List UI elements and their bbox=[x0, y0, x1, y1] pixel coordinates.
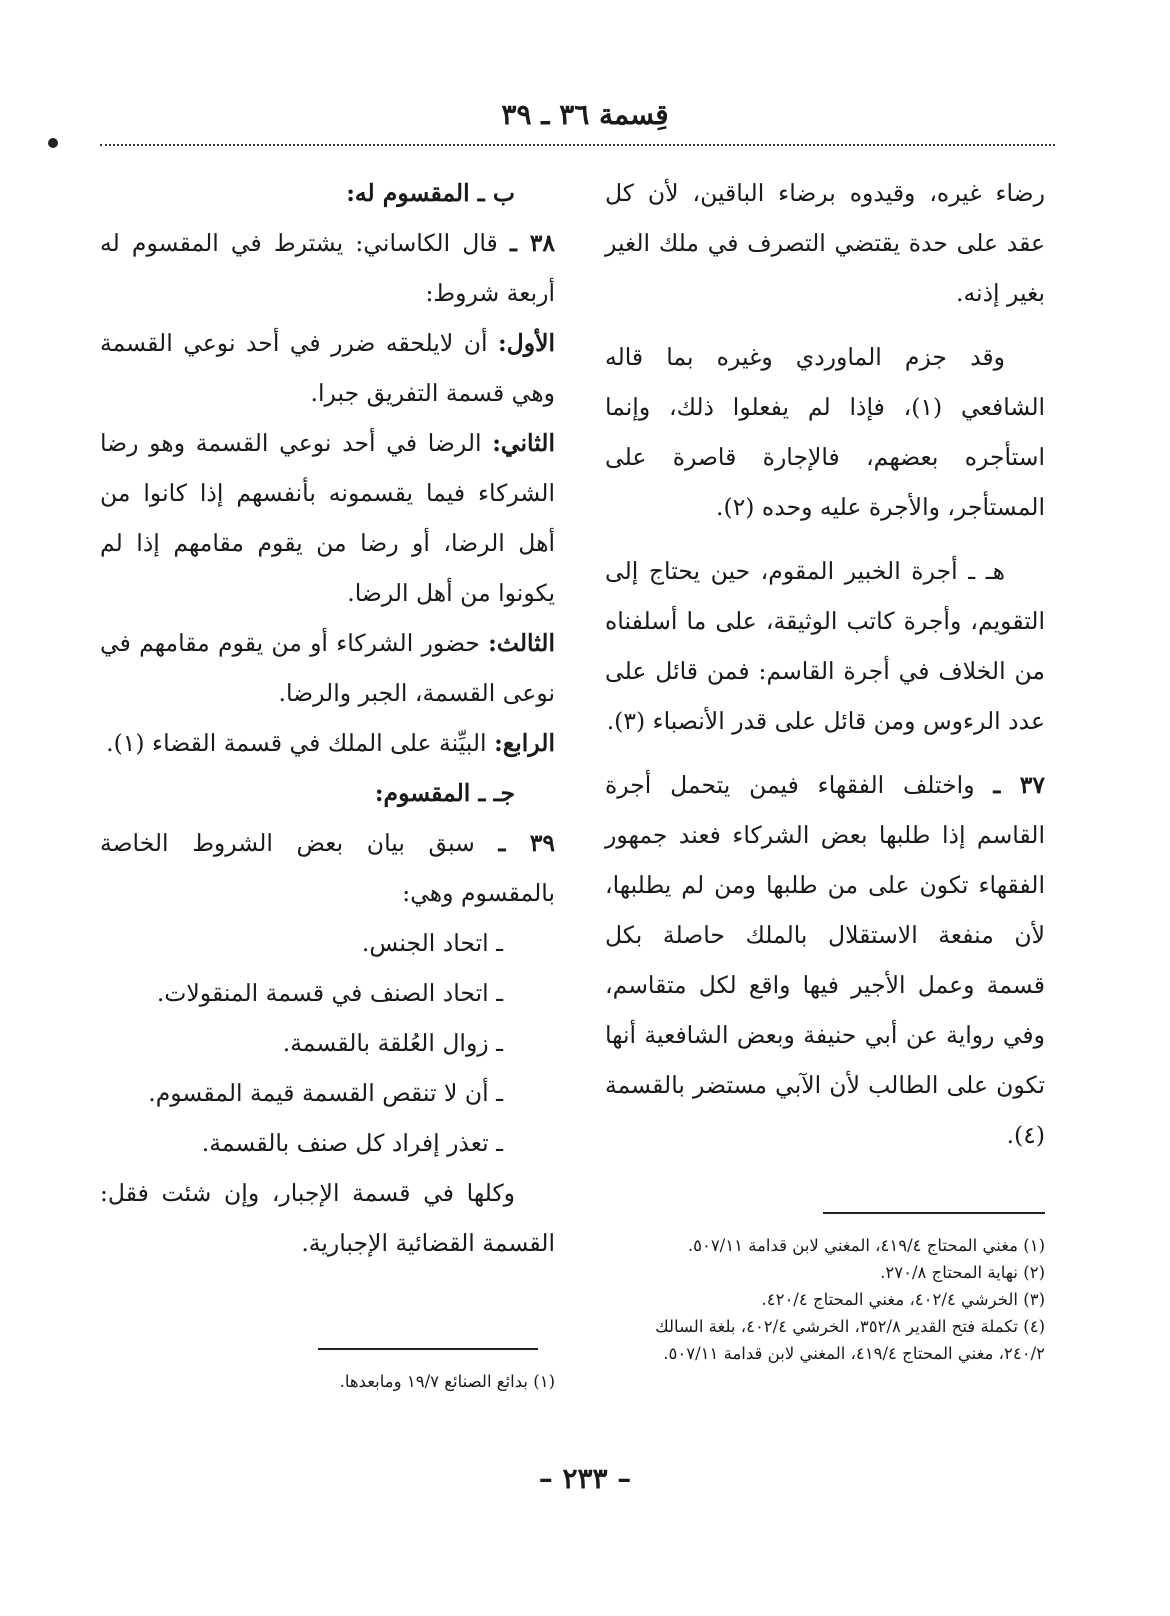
left-column bbox=[100, 168, 555, 1268]
footnote: (٣) الخرشي ٤٠٢/٤، مغني المحتاج ٤٢٠/٤. bbox=[761, 1290, 1045, 1309]
condition-text: أن لايلحقه ضرر في أحد نوعي القسمة وهي قسمة التفريق جبرا. bbox=[100, 329, 555, 407]
page-number: – ٢٣٣ – bbox=[538, 1462, 632, 1495]
paragraph-number: ٣٨ ـ bbox=[509, 229, 555, 257]
condition-label: الرابع: bbox=[494, 729, 555, 757]
paragraph-37 bbox=[605, 760, 1045, 1160]
condition-text: حضور الشركاء أو من يقوم مقامهم في نوعى القسمة، الجبر والرضا. bbox=[100, 629, 555, 707]
paragraph-expert-fee: هـ ـ أجرة الخبير المقوم، حين يحتاج إلى التقويم، وأجرة كاتب الوثيقة، على ما أسلفناه من الخلاف في أجرة القاسم: فمن قائل على عدد الرءوس ومن قائل على قدر الأنصباء (٣). bbox=[605, 557, 1045, 735]
section-heading-c: جـ ـ المقسوم: bbox=[374, 779, 515, 807]
header-dotted-rule bbox=[100, 144, 1055, 146]
condition-label: الثالث: bbox=[488, 629, 555, 657]
condition-label: الأول: bbox=[497, 329, 555, 357]
right-footnotes bbox=[605, 1232, 1045, 1367]
footnote-rule bbox=[823, 1212, 1045, 1214]
running-head: قِسمة ٣٦ ـ ٣٩ bbox=[501, 98, 669, 131]
paragraph-text: واختلف الفقهاء فيمن يتحمل أجرة القاسم إذا طلبها بعض الشركاء فعند جمهور الفقهاء تكون على من طلبها ومن لم يطلبها، لأن منفعة الاستقلال بالملك حاصلة بكل قسمة وعمل الأجير فيها واقع لكل متقاسم، وفي رواية عن أبي حنيفة وبعض الشافعية أنها تكون على الطالب لأن الآبي مستضر بالقسمة (٤). bbox=[605, 771, 1045, 1149]
footnote: (١) بدائع الصنائع ١٩/٧ ومابعدها. bbox=[339, 1372, 555, 1391]
footnote: (١) مغني المحتاج ٤١٩/٤، المغني لابن قدامة ٥٠٧/١١. bbox=[687, 1236, 1045, 1255]
list-item: ـ زوال العُلقة بالقسمة. bbox=[282, 1029, 503, 1057]
margin-dot bbox=[48, 138, 58, 148]
paragraph-number: ٣٧ ـ bbox=[993, 771, 1045, 799]
condition-text: الرضا في أحد نوعي القسمة وهو رضا الشركاء فيما يقسمونه بأنفسهم إذا كانوا من أهل الرضا، أو رضا من يقوم مقامهم إذا لم يكونوا من أهل الرضا. bbox=[100, 429, 555, 607]
condition-fourth bbox=[100, 718, 555, 768]
paragraph-38 bbox=[100, 218, 555, 318]
footnote: (٢) نهاية المحتاج ٢٧٠/٨. bbox=[880, 1263, 1045, 1282]
left-footnotes bbox=[100, 1368, 555, 1395]
list-item: ـ تعذر إفراد كل صنف بالقسمة. bbox=[201, 1129, 503, 1157]
condition-label: الثاني: bbox=[492, 429, 555, 457]
condition-first bbox=[100, 318, 555, 418]
paragraph-continuation: رضاء غيره، وقيدوه برضاء الباقين، لأن كل عقد على حدة يقتضي التصرف في ملك الغير بغير إذنه. bbox=[605, 179, 1045, 307]
paragraph-text: قال الكاساني: يشترط في المقسوم له أربعة شروط: bbox=[100, 229, 555, 307]
section-heading-b: ب ـ المقسوم له: bbox=[346, 179, 515, 207]
list-item: ـ اتحاد الصنف في قسمة المنقولات. bbox=[156, 979, 503, 1007]
footnote-rule bbox=[318, 1348, 538, 1350]
right-column bbox=[605, 168, 1045, 1160]
paragraph-mawardi: وقد جزم الماوردي وغيره بما قاله الشافعي (١)، فإذا لم يفعلوا ذلك، وإنما استأجره بعضهم، فالإجارة قاصرة على المستأجر، والأجرة عليه وحده (٢). bbox=[605, 343, 1046, 521]
list-item: ـ اتحاد الجنس. bbox=[361, 929, 503, 957]
condition-second bbox=[100, 418, 555, 618]
list-item: ـ أن لا تنقص القسمة قيمة المقسوم. bbox=[148, 1079, 503, 1107]
closing-paragraph: وكلها في قسمة الإجبار، وإن شئت فقل: القسمة القضائية الإجبارية. bbox=[100, 1179, 555, 1257]
footnote: (٤) تكملة فتح القدير ٣٥٢/٨، الخرشي ٤٠٢/٤، بلغة السالك ٢٤٠/٢، مغني المحتاج ٤١٩/٤، المغني لابن قدامة ٥٠٧/١١. bbox=[655, 1317, 1045, 1363]
paragraph-39 bbox=[100, 818, 555, 918]
paragraph-number: ٣٩ ـ bbox=[498, 829, 555, 857]
condition-third bbox=[100, 618, 555, 718]
paragraph-text: سبق بيان بعض الشروط الخاصة بالمقسوم وهي: bbox=[100, 829, 555, 907]
condition-text: البيِّنة على الملك في قسمة القضاء (١). bbox=[106, 729, 487, 757]
